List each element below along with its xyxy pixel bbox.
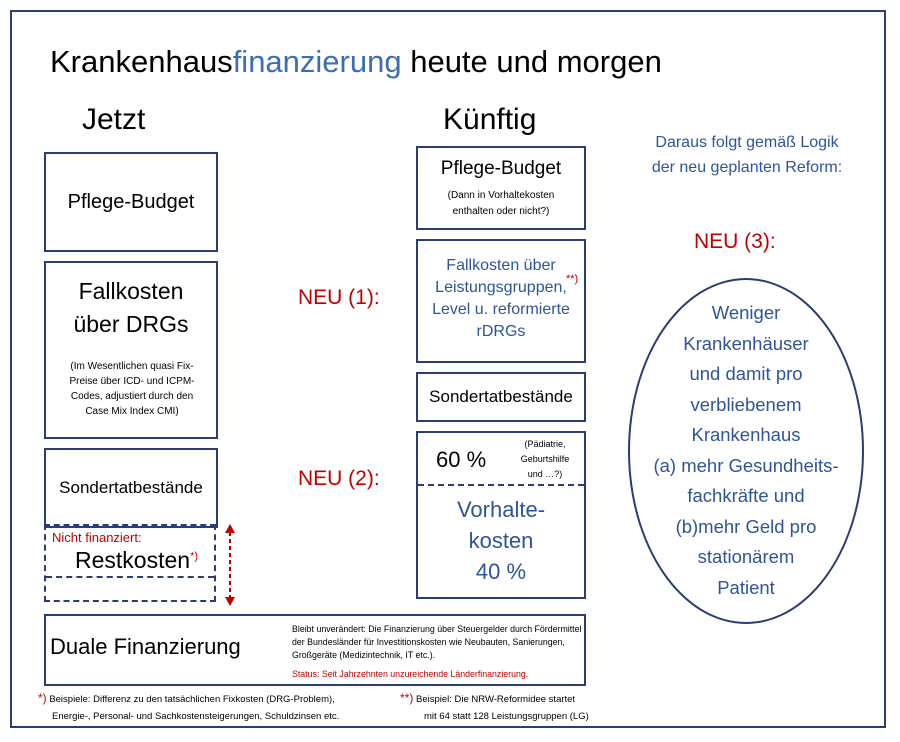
- mid-fallkosten-line-4: rDRGs: [476, 323, 526, 340]
- left-fallkosten-box: [44, 261, 218, 439]
- dual-label: Duale Finanzierung: [50, 634, 241, 659]
- mid-pflege-box: [416, 146, 586, 230]
- footnote-1: [38, 690, 339, 725]
- neu2-label: NEU (2):: [298, 467, 380, 490]
- footnote-1-line-1: Beispiele: Differenz zu den tatsächlichen Fixkosten (DRG-Problem),: [49, 694, 335, 705]
- mid-vorhalte-box: [416, 431, 586, 599]
- ellipse-line-5: Krankenhaus: [691, 424, 801, 445]
- footnote-1-mark: *): [38, 691, 47, 705]
- vorhalte-divider: [418, 484, 584, 486]
- mid-sonder-label: Sondertatbestände: [429, 387, 573, 406]
- percent-60: 60 %: [436, 447, 487, 472]
- ellipse-text: [628, 298, 864, 603]
- footnote-2-line-2: mit 64 statt 128 Leistungsgruppen (LG): [424, 711, 589, 722]
- vorhalte-line-2: kosten: [468, 528, 534, 553]
- restkosten-label: [75, 547, 198, 574]
- ellipse-line-2: Krankenhäuser: [683, 332, 809, 354]
- ellipse-line-10: Patient: [717, 576, 775, 598]
- vorhalte-line-3: 40 %: [475, 559, 527, 584]
- mid-fallkosten-line-3: Level u. reformierte: [432, 301, 570, 318]
- footnote-1-line-2: Energie-, Personal- und Sachkostensteigerungen, Schuldzinsen etc.: [52, 711, 340, 722]
- dual-status: Status: Seit Jahrzehnten unzureichende Länderfinanzierung.: [292, 669, 529, 679]
- heading-jetzt: Jetzt: [82, 103, 146, 136]
- restkosten-divider: [46, 576, 214, 578]
- ellipse-line-7: fachkräfte und: [687, 485, 805, 506]
- title-part2: heute und morgen: [401, 44, 662, 79]
- nicht-finanziert-label: Nicht finanziert:: [52, 530, 142, 545]
- page-title: [50, 44, 662, 80]
- footnote-2-mark: **): [400, 691, 414, 705]
- ellipse-line-1: Weniger: [711, 302, 781, 323]
- dual-finanzierung-box: [44, 614, 586, 686]
- ellipse-line-8: (b)mehr Geld pro: [675, 515, 817, 537]
- ellipse-line-6: (a) mehr Gesundheits-: [653, 454, 839, 476]
- restkosten-arrow-icon: [220, 522, 240, 608]
- dual-text: Bleibt unverändert: Die Finanzierung über Steuergelder durch Fördermittel der Bundesländer für Investitionskosten wie Neubauten, Sanierungen, Großgeräte (Medizintechnik, IT etc.).: [292, 624, 582, 660]
- mid-fallkosten-box: [416, 239, 586, 363]
- restkosten-text: Restkosten: [75, 547, 191, 573]
- left-fallkosten-title-1: Fallkosten: [78, 278, 184, 304]
- percent-60-note: (Pädiatrie, Geburtshilfe und …?): [520, 439, 570, 479]
- title-highlight: finanzierung: [232, 44, 402, 79]
- mid-fallkosten-line-1: Fallkosten über: [446, 257, 556, 274]
- ellipse-line-4: verbliebenem: [690, 393, 802, 415]
- left-fallkosten-note: (Im Wesentlichen quasi Fix-Preise über ICD- und ICPM-Codes, adjustiert durch den Case Mix Index CMI): [69, 361, 195, 417]
- left-sonder-box: [44, 448, 218, 528]
- heading-kuenftig: Künftig: [443, 103, 537, 136]
- title-part1: Krankenhaus: [50, 44, 233, 79]
- mid-fallkosten-mark: **): [566, 273, 579, 285]
- mid-sonder-box: [416, 372, 586, 422]
- ellipse-line-9: stationärem: [697, 546, 795, 567]
- footnote-2-line-1: Beispiel: Die NRW-Reformidee startet: [415, 694, 576, 705]
- left-sonder-label: Sondertatbestände: [59, 478, 203, 497]
- right-intro-2: der neu geplanten Reform:: [651, 159, 843, 176]
- mid-pflege-label: Pflege-Budget: [440, 158, 562, 179]
- mid-fallkosten-line-2: Leistungsgruppen,: [435, 279, 567, 296]
- neu3-label: NEU (3):: [694, 230, 776, 253]
- left-pflege-label: Pflege-Budget: [67, 190, 195, 213]
- mid-pflege-note: (Dann in Vorhaltekosten enthalten oder nicht?): [447, 190, 555, 217]
- left-fallkosten-title-2: über DRGs: [73, 311, 189, 337]
- vorhalte-line-1: Vorhalte-: [456, 497, 546, 522]
- neu1-label: NEU (1):: [298, 286, 380, 309]
- restkosten-mark: *): [190, 550, 199, 563]
- left-pflege-box: [44, 152, 218, 252]
- ellipse-line-3: und damit pro: [689, 363, 803, 384]
- right-intro-1: Daraus folgt gemäß Logik: [655, 134, 839, 151]
- footnote-2: [400, 690, 589, 725]
